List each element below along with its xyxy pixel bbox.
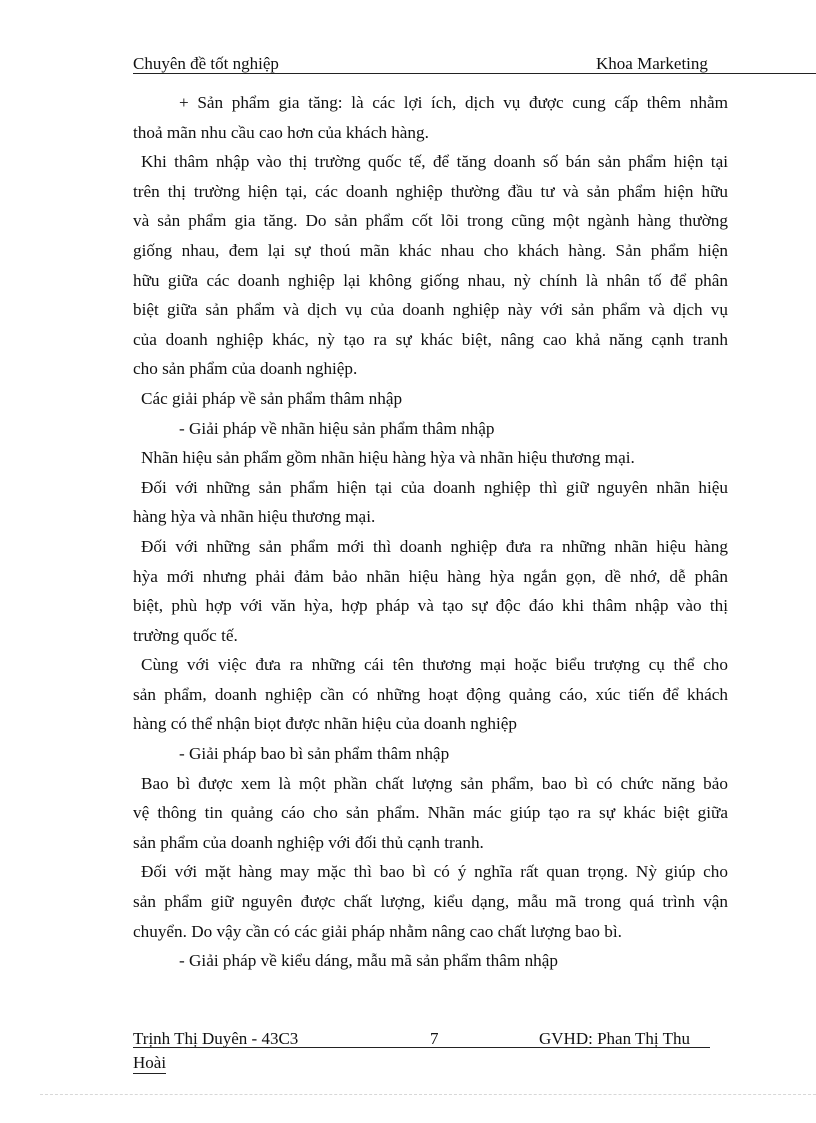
body-line: cho sản phẩm của doanh nghiệp. xyxy=(133,359,358,379)
body-line: vệ thông tin quảng cáo cho sản phẩm. Nhãn mác giúp tạo ra sự khác biệt giữa xyxy=(133,803,728,823)
body-line: - Giải pháp về kiểu dáng, mẫu mã sản phẩm thâm nhập xyxy=(179,951,558,971)
body-line: sản phẩm giữ nguyên được chất lượng, kiểu dạng, mẫu mã trong quá trình vận xyxy=(133,892,728,912)
body-line: hữu giữa các doanh nghiệp lại không giống nhau, nỳ chính là nhân tố để phân xyxy=(133,270,728,290)
body-line: Đối với những sản phẩm hiện tại của doanh nghiệp thì giữ nguyên nhãn hiệu xyxy=(141,477,728,497)
body-line: biệt giữa sản phẩm và dịch vụ của doanh nghiệp này với sản phẩm và dịch vụ xyxy=(133,300,728,320)
body-line: Nhãn hiệu sản phẩm gồm nhãn hiệu hàng hỳa và nhãn hiệu thương mại. xyxy=(141,448,635,468)
body-line: giống nhau, đem lại sự thoú mãn khác nhau cho khách hàng. Sản phẩm hiện xyxy=(133,240,728,260)
body-line: Đối với những sản phẩm mới thì doanh nghiệp đưa ra những nhãn hiệu hàng xyxy=(141,536,728,556)
footer-page-number: 7 xyxy=(430,1029,439,1048)
body-line: - Giải pháp về nhãn hiệu sản phẩm thâm nhập xyxy=(179,418,495,438)
body-line: thoả mãn nhu cầu cao hơn của khách hàng. xyxy=(133,122,429,142)
body-line: Khi thâm nhập vào thị trường quốc tế, để tăng doanh số bán sản phẩm hiện tại xyxy=(141,152,728,172)
body-line: hỳa mới nhưng phải đảm bảo nhãn hiệu hàng hỳa ngắn gọn, dề nhớ, dễ phân xyxy=(133,566,728,586)
body-line: Đối với mặt hàng may mặc thì bao bì có ý nghĩa rất quan trọng. Nỳ giúp cho xyxy=(141,862,728,882)
footer-advisor: GVHD: Phan Thị Thu xyxy=(539,1029,690,1048)
body-line: và sản phẩm gia tăng. Do sản phẩm cốt lõi trong cũng một ngành hàng thường xyxy=(133,211,728,231)
document-body xyxy=(133,88,728,976)
body-line: chuyển. Do vậy cần có các giải pháp nhằm nâng cao chất lượng bao bì. xyxy=(133,921,622,941)
body-line: Cùng với việc đưa ra những cái tên thương mại hoặc biểu trượng cụ thể cho xyxy=(141,655,728,675)
page-edge-divider xyxy=(40,1094,816,1095)
header-rule xyxy=(133,73,816,74)
body-line: Bao bì được xem là một phần chất lượng sản phẩm, bao bì có chức năng bảo xyxy=(141,773,728,793)
body-line: trên thị trường hiện tại, các doanh nghiệp thường đầu tư và sản phẩm hiện hữu xyxy=(133,181,728,201)
body-line: sản phẩm, doanh nghiệp cần có những hoạt động quảng cáo, xúc tiến để khách xyxy=(133,684,728,704)
body-line: hàng hỳa và nhãn hiệu thương mại. xyxy=(133,507,376,527)
footer-rule xyxy=(133,1047,710,1048)
header-department: Khoa Marketing xyxy=(596,54,708,73)
footer-author: Trịnh Thị Duyên - 43C3 xyxy=(133,1029,299,1048)
footer-advisor-continued: Hoài xyxy=(133,1053,167,1072)
body-line: hàng có thể nhận biọt được nhãn hiệu của doanh nghiệp xyxy=(133,714,518,734)
body-line: Các giải pháp về sản phẩm thâm nhập xyxy=(141,388,403,408)
header-title: Chuyên đề tốt nghiệp xyxy=(133,54,279,73)
body-line: sản phẩm của doanh nghiệp với đối thủ cạnh tranh. xyxy=(133,832,484,852)
body-line: của doanh nghiệp khác, nỳ tạo ra sự khác biệt, nâng cao khả năng cạnh tranh xyxy=(133,329,728,349)
body-line: trường quốc tế. xyxy=(133,625,238,645)
body-line: + Sản phẩm gia tăng: là các lợi ích, dịch vụ được cung cấp thêm nhằm xyxy=(179,93,728,112)
body-line: biệt, phù hợp với văn hỳa, hợp pháp và tạo sự độc đáo khi thâm nhập vào thị xyxy=(133,596,728,616)
body-line: - Giải pháp bao bì sản phẩm thâm nhập xyxy=(179,744,450,764)
